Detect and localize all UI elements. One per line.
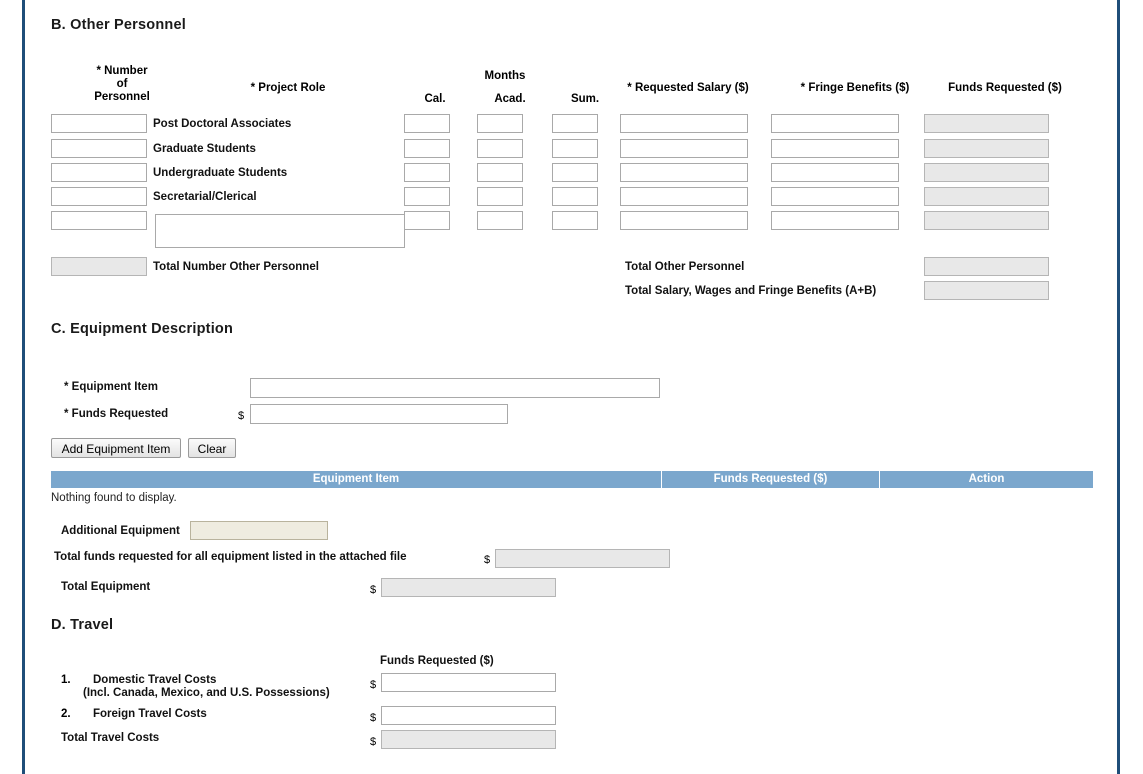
personnel-role-label-row-2: Graduate Students bbox=[153, 143, 256, 155]
personnel-number-input-row-3[interactable] bbox=[51, 163, 147, 182]
header-number-line3: Personnel bbox=[94, 91, 150, 103]
personnel-funds-output-row-1 bbox=[924, 114, 1049, 133]
form-content bbox=[25, 0, 1117, 774]
header-project-role: * Project Role bbox=[250, 82, 326, 94]
header-months: Months bbox=[484, 70, 526, 82]
travel-row-2-number: 2. bbox=[61, 708, 71, 720]
total-attached-dollar-sign: $ bbox=[484, 554, 491, 566]
header-number-of-personnel bbox=[67, 65, 177, 104]
personnel-cal-input-row-4[interactable] bbox=[404, 187, 450, 206]
equipment-table-empty-message: Nothing found to display. bbox=[51, 492, 177, 504]
personnel-fringe-input-row-4[interactable] bbox=[771, 187, 899, 206]
personnel-cal-input-row-3[interactable] bbox=[404, 163, 450, 182]
personnel-cal-input-row-2[interactable] bbox=[404, 139, 450, 158]
foreign-travel-costs-input[interactable] bbox=[381, 706, 556, 725]
travel-row-1-label-line2: (Incl. Canada, Mexico, and U.S. Possessions) bbox=[83, 687, 330, 699]
personnel-role-label-row-1: Post Doctoral Associates bbox=[153, 118, 292, 130]
total-number-other-personnel-output bbox=[51, 257, 147, 276]
personnel-funds-output-row-3 bbox=[924, 163, 1049, 182]
personnel-salary-input-row-2[interactable] bbox=[620, 139, 748, 158]
travel-row-2-dollar-sign: $ bbox=[370, 712, 377, 724]
equipment-table-header-action: Action bbox=[880, 471, 1093, 488]
total-equipment-output bbox=[381, 578, 556, 597]
domestic-travel-costs-input[interactable] bbox=[381, 673, 556, 692]
personnel-acad-input-row-5[interactable] bbox=[477, 211, 523, 230]
personnel-role-input-row-5[interactable] bbox=[155, 214, 405, 248]
personnel-number-input-row-4[interactable] bbox=[51, 187, 147, 206]
travel-funds-requested-header: Funds Requested ($) bbox=[380, 655, 494, 667]
personnel-acad-input-row-2[interactable] bbox=[477, 139, 523, 158]
personnel-number-input-row-5[interactable] bbox=[51, 211, 147, 230]
personnel-number-input-row-2[interactable] bbox=[51, 139, 147, 158]
equipment-table-header-item: Equipment Item bbox=[51, 471, 662, 488]
total-number-other-personnel-label: Total Number Other Personnel bbox=[153, 261, 319, 273]
header-number-line1: * Number bbox=[96, 65, 148, 77]
personnel-sum-input-row-5[interactable] bbox=[552, 211, 598, 230]
total-other-personnel-label: Total Other Personnel bbox=[625, 261, 745, 273]
total-attached-equipment-label: Total funds requested for all equipment listed in the attached file bbox=[54, 551, 407, 563]
header-cal: Cal. bbox=[424, 93, 446, 105]
personnel-fringe-input-row-3[interactable] bbox=[771, 163, 899, 182]
personnel-number-input-row-1[interactable] bbox=[51, 114, 147, 133]
personnel-salary-input-row-3[interactable] bbox=[620, 163, 748, 182]
total-other-personnel-output bbox=[924, 257, 1049, 276]
header-requested-salary: * Requested Salary ($) bbox=[627, 82, 749, 94]
personnel-cal-input-row-5[interactable] bbox=[404, 211, 450, 230]
header-number-line2: of bbox=[116, 78, 128, 90]
personnel-salary-input-row-4[interactable] bbox=[620, 187, 748, 206]
personnel-sum-input-row-2[interactable] bbox=[552, 139, 598, 158]
additional-equipment-label: Additional Equipment bbox=[61, 525, 180, 537]
equipment-funds-requested-input[interactable] bbox=[250, 404, 508, 424]
personnel-acad-input-row-4[interactable] bbox=[477, 187, 523, 206]
personnel-funds-output-row-5 bbox=[924, 211, 1049, 230]
total-salary-wages-fringe-label: Total Salary, Wages and Fringe Benefits (A+B) bbox=[625, 285, 877, 297]
personnel-fringe-input-row-5[interactable] bbox=[771, 211, 899, 230]
total-equipment-label: Total Equipment bbox=[61, 581, 151, 593]
total-equipment-dollar-sign: $ bbox=[370, 584, 377, 596]
clear-equipment-button[interactable]: Clear bbox=[188, 438, 236, 458]
personnel-sum-input-row-4[interactable] bbox=[552, 187, 598, 206]
personnel-salary-input-row-5[interactable] bbox=[620, 211, 748, 230]
personnel-sum-input-row-1[interactable] bbox=[552, 114, 598, 133]
total-travel-costs-output bbox=[381, 730, 556, 749]
equipment-item-input[interactable] bbox=[250, 378, 660, 398]
additional-equipment-input[interactable] bbox=[190, 521, 328, 540]
section-d-title: D. Travel bbox=[51, 617, 114, 633]
section-b-title: B. Other Personnel bbox=[51, 17, 186, 33]
personnel-fringe-input-row-1[interactable] bbox=[771, 114, 899, 133]
header-fringe-benefits: * Fringe Benefits ($) bbox=[800, 82, 910, 94]
header-sum: Sum. bbox=[570, 93, 600, 105]
equipment-funds-requested-label: * Funds Requested bbox=[64, 408, 169, 420]
travel-row-1-number: 1. bbox=[61, 674, 71, 686]
header-funds-requested: Funds Requested ($) bbox=[948, 82, 1062, 94]
equipment-funds-dollar-sign: $ bbox=[238, 410, 245, 422]
personnel-role-label-row-4: Secretarial/Clerical bbox=[153, 191, 257, 203]
personnel-cal-input-row-1[interactable] bbox=[404, 114, 450, 133]
personnel-role-label-row-3: Undergraduate Students bbox=[153, 167, 288, 179]
total-travel-costs-label: Total Travel Costs bbox=[61, 732, 160, 744]
personnel-funds-output-row-2 bbox=[924, 139, 1049, 158]
equipment-table-header-funds: Funds Requested ($) bbox=[662, 471, 880, 488]
personnel-funds-output-row-4 bbox=[924, 187, 1049, 206]
header-acad: Acad. bbox=[494, 93, 526, 105]
total-attached-equipment-output bbox=[495, 549, 670, 568]
travel-row-1-label-line1: Domestic Travel Costs bbox=[93, 674, 217, 686]
total-travel-dollar-sign: $ bbox=[370, 736, 377, 748]
personnel-acad-input-row-3[interactable] bbox=[477, 163, 523, 182]
personnel-sum-input-row-3[interactable] bbox=[552, 163, 598, 182]
travel-row-2-label-line1: Foreign Travel Costs bbox=[93, 708, 207, 720]
personnel-fringe-input-row-2[interactable] bbox=[771, 139, 899, 158]
personnel-salary-input-row-1[interactable] bbox=[620, 114, 748, 133]
total-salary-wages-fringe-output bbox=[924, 281, 1049, 300]
travel-row-1-dollar-sign: $ bbox=[370, 679, 377, 691]
personnel-acad-input-row-1[interactable] bbox=[477, 114, 523, 133]
add-equipment-item-button[interactable]: Add Equipment Item bbox=[51, 438, 181, 458]
equipment-item-label: * Equipment Item bbox=[64, 381, 158, 393]
right-border-rail bbox=[1117, 0, 1120, 774]
section-c-title: C. Equipment Description bbox=[51, 321, 234, 337]
